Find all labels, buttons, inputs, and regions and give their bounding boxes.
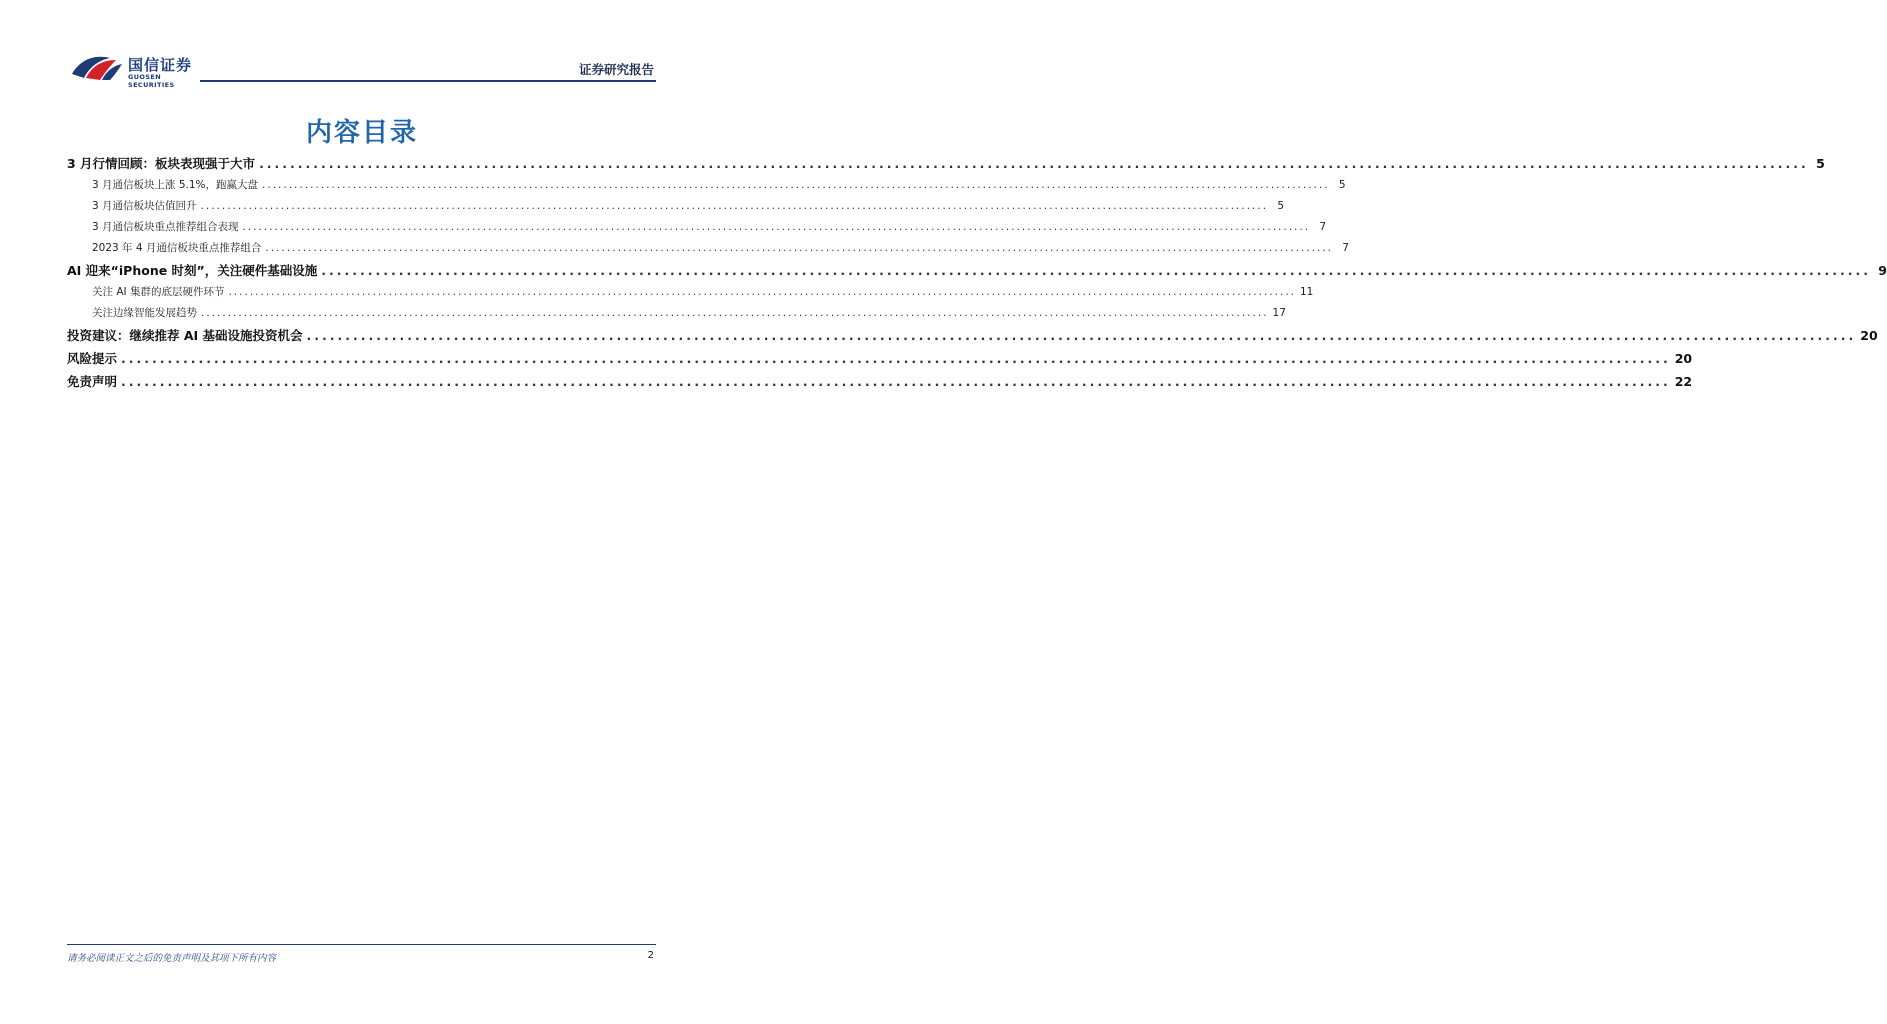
toc-entry-title: 免责声明 <box>67 374 118 389</box>
toc-leader-dots: ........................................................................................................................................................................................................ <box>242 221 1311 233</box>
toc-entry-page: 22 <box>1674 374 1693 389</box>
toc-entry-title: 3 月行情回顾：板块表现强于大市 <box>67 156 256 171</box>
toc-entry-subsection[interactable] <box>67 217 1327 238</box>
toc-entry-page: 17 <box>1272 307 1286 319</box>
page-header <box>70 48 656 89</box>
report-type-label: 证券研究报告 <box>578 62 654 77</box>
toc-entry-subsection[interactable] <box>67 282 1314 303</box>
toc-entry-title: 关注边缘智能发展趋势 <box>92 307 197 319</box>
toc-leader-dots: ........................................................................................................................................................................................................ <box>265 242 1333 254</box>
logo-english-name: GUOSEN SECURITIES <box>128 73 175 89</box>
toc-entry-section[interactable] <box>67 152 1825 175</box>
toc-entry-title: 3 月通信板块重点推荐组合表现 <box>92 221 239 233</box>
toc-entry-page: 20 <box>1674 351 1693 366</box>
toc-entry-title: 2023 年 4 月通信板块重点推荐组合 <box>92 242 262 254</box>
toc-entry-section[interactable] <box>67 347 1693 370</box>
toc-entry-title: 风险提示 <box>67 351 118 366</box>
toc-leader-dots: ........................................................................................................................................................................................................ <box>121 374 1671 389</box>
page-footer <box>67 944 656 964</box>
toc-entry-title: 3 月通信板块估值回升 <box>92 200 197 212</box>
toc-entry-section[interactable] <box>67 259 1887 282</box>
table-of-contents <box>67 152 1887 393</box>
toc-entry-page: 7 <box>1319 221 1327 233</box>
toc-entry-subsection[interactable] <box>67 175 1346 196</box>
toc-leader-dots: ........................................................................................................................................................................................................ <box>259 156 1809 171</box>
toc-entry-title: 投资建议：继续推荐 AI 基础设施投资机会 <box>67 328 303 343</box>
toc-entry-title: AI 迎来“iPhone 时刻”，关注硬件基础设施 <box>67 263 318 278</box>
toc-entry-page: 7 <box>1342 242 1349 254</box>
toc-leader-dots: ........................................................................................................................................................................................................ <box>228 286 1296 298</box>
toc-entry-title: 关注 AI 集群的底层硬件环节 <box>92 286 225 298</box>
footer-divider <box>67 944 656 945</box>
logo-chinese-name: 国信证券 <box>128 56 193 74</box>
toc-entry-title: 3 月通信板块上涨 5.1%，跑赢大盘 <box>92 179 259 191</box>
toc-entry-subsection[interactable] <box>67 196 1285 217</box>
page-number: 2 <box>647 950 654 961</box>
toc-entry-page: 5 <box>1338 179 1346 191</box>
toc-entry-subsection[interactable] <box>67 303 1286 324</box>
toc-entry-page: 5 <box>1816 156 1825 171</box>
toc-leader-dots: ........................................................................................................................................................................................................ <box>306 328 1857 343</box>
toc-entry-page: 11 <box>1300 286 1314 298</box>
guosen-logo-icon <box>70 52 124 82</box>
toc-leader-dots: ........................................................................................................................................................................................................ <box>200 200 1269 212</box>
footer-disclaimer: 请务必阅读正文之后的免责声明及其项下所有内容 <box>67 953 277 964</box>
toc-leader-dots: ........................................................................................................................................................................................................ <box>262 179 1330 191</box>
toc-leader-dots: ........................................................................................................................................................................................................ <box>121 351 1671 366</box>
toc-entry-section[interactable] <box>67 370 1693 393</box>
toc-entry-page: 5 <box>1277 200 1285 212</box>
toc-entry-section[interactable] <box>67 324 1878 347</box>
toc-entry-page: 20 <box>1860 328 1878 343</box>
toc-entry-subsection[interactable] <box>67 238 1349 259</box>
toc-leader-dots: ........................................................................................................................................................................................................ <box>201 307 1269 319</box>
guosen-logo <box>70 50 210 89</box>
toc-entry-page: 9 <box>1878 263 1887 278</box>
toc-leader-dots: ........................................................................................................................................................................................................ <box>321 263 1871 278</box>
header-divider <box>200 80 656 82</box>
toc-title: 内容目录 <box>305 118 418 148</box>
